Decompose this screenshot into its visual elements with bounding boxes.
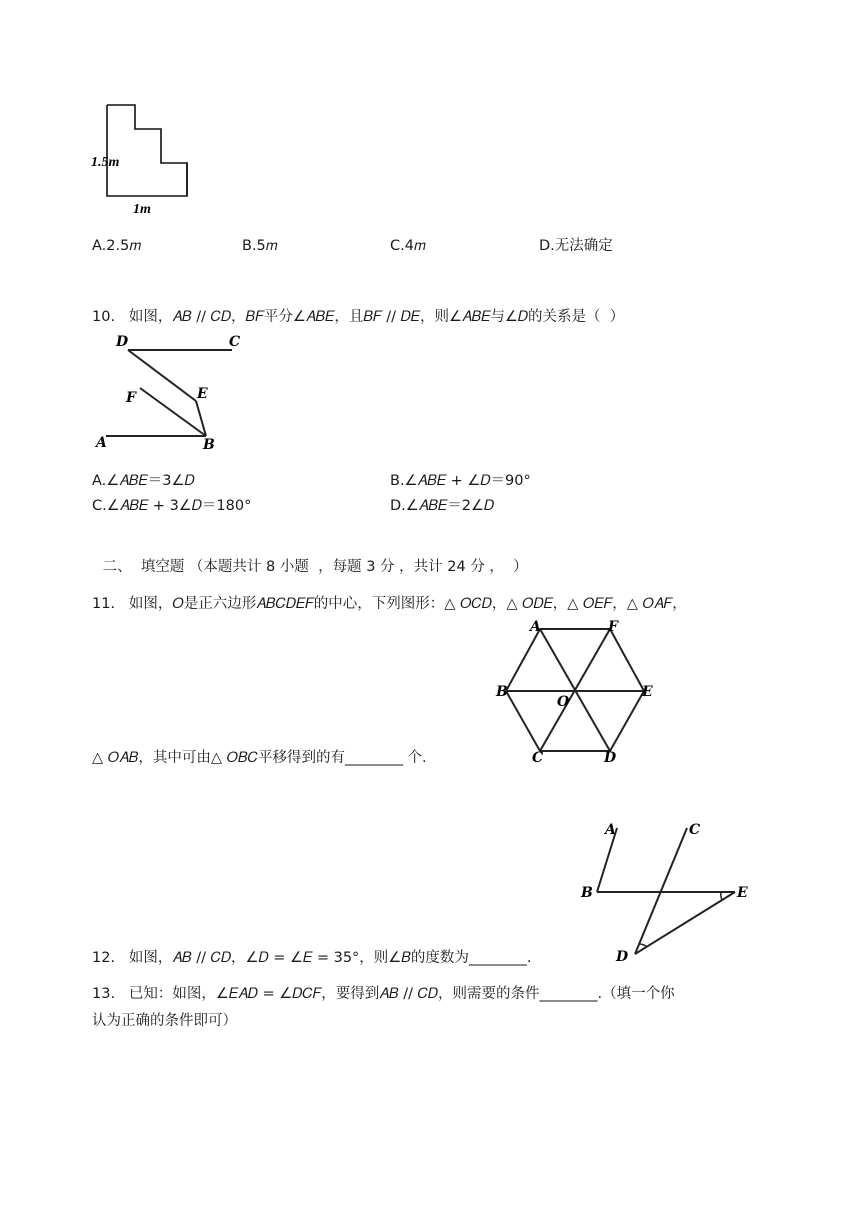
q11-label-e: E <box>642 684 653 700</box>
q9-step-outline <box>107 105 187 196</box>
q12-label-d: D <box>616 949 629 965</box>
q13-stem-line1: 13. 已知：如图，∠𝐸𝐴𝐷 = ∠𝐷𝐶𝐹，要得到𝐴𝐵 // 𝐶𝐷，则需要的条件________.（填一个你 <box>92 986 675 1002</box>
q10-option-c: C.∠𝐴𝐵𝐸 + 3∠𝐷＝180° <box>92 498 252 514</box>
q12-label-b: B <box>581 885 593 901</box>
q11-stem-line2: △ 𝑂𝐴𝐵，其中可由△ 𝑂𝐵𝐶平移得到的有________ 个. <box>92 750 427 766</box>
q12-label-a: A <box>605 822 616 838</box>
q10-figure <box>90 330 250 455</box>
q12-angle-e-arc <box>721 892 722 900</box>
q11-label-b: B <box>496 684 508 700</box>
q10-stem: 10. 如图，𝐴𝐵 // 𝐶𝐷，𝐵𝐹平分∠𝐴𝐵𝐸，且𝐵𝐹 // 𝐷𝐸，则∠𝐴𝐵𝐸与∠𝐷的关系是（ ） <box>92 309 625 325</box>
q11-label-o: O <box>557 694 570 710</box>
q11-label-f: F <box>608 619 618 635</box>
q12-line-de <box>635 892 735 954</box>
q10-label-f: F <box>126 390 136 406</box>
q10-label-d: D <box>116 334 129 350</box>
q10-option-b: B.∠𝐴𝐵𝐸 + ∠𝐷＝90° <box>390 473 531 489</box>
q9-width-label: 1m <box>133 202 151 217</box>
q10-option-d: D.∠𝐴𝐵𝐸＝2∠𝐷 <box>390 498 495 514</box>
q11-label-c: C <box>532 750 544 766</box>
q12-stem: 12. 如图，𝐴𝐵 // 𝐶𝐷，∠𝐷 = ∠𝐸 = 35°，则∠𝐵的度数为________. <box>92 950 532 966</box>
q12-angle-d-arc <box>639 944 647 947</box>
q10-label-b: B <box>203 437 215 453</box>
q10-option-a: A.∠𝐴𝐵𝐸＝3∠𝐷 <box>92 473 195 489</box>
q11-label-a: A <box>530 619 541 635</box>
q9-option-c: C.4𝑚 <box>390 238 426 254</box>
q12-figure <box>575 812 755 967</box>
q12-label-e: E <box>737 885 748 901</box>
q10-line-de <box>128 350 196 401</box>
q9-option-b: B.5𝑚 <box>242 238 278 254</box>
q12-label-c: C <box>689 822 701 838</box>
q11-stem-line1: 11. 如图，𝑂是正六边形𝐴𝐵𝐶𝐷𝐸𝐹的中心，下列图形：△ 𝑂𝐶𝐷，△ 𝑂𝐷𝐸，△ 𝑂𝐸𝐹，△ 𝑂𝐴𝐹， <box>92 596 687 612</box>
q11-label-d: D <box>604 750 617 766</box>
q9-step-figure <box>85 95 205 225</box>
q13-stem-line2: 认为正确的条件即可） <box>92 1013 237 1029</box>
q10-label-a: A <box>96 435 107 451</box>
q9-height-label: 1.5m <box>91 155 120 170</box>
q10-label-e: E <box>197 386 208 402</box>
q9-option-a: A.2.5𝑚 <box>92 238 142 254</box>
section-header-fill-blank: 二、 填空题 （本题共计 8 小题 ，每题 3 分 ，共计 24 分 ， ） <box>98 559 528 575</box>
q9-option-d: D.无法确定 <box>539 238 613 254</box>
q10-label-c: C <box>229 334 241 350</box>
q11-hexagon-figure <box>492 615 662 770</box>
